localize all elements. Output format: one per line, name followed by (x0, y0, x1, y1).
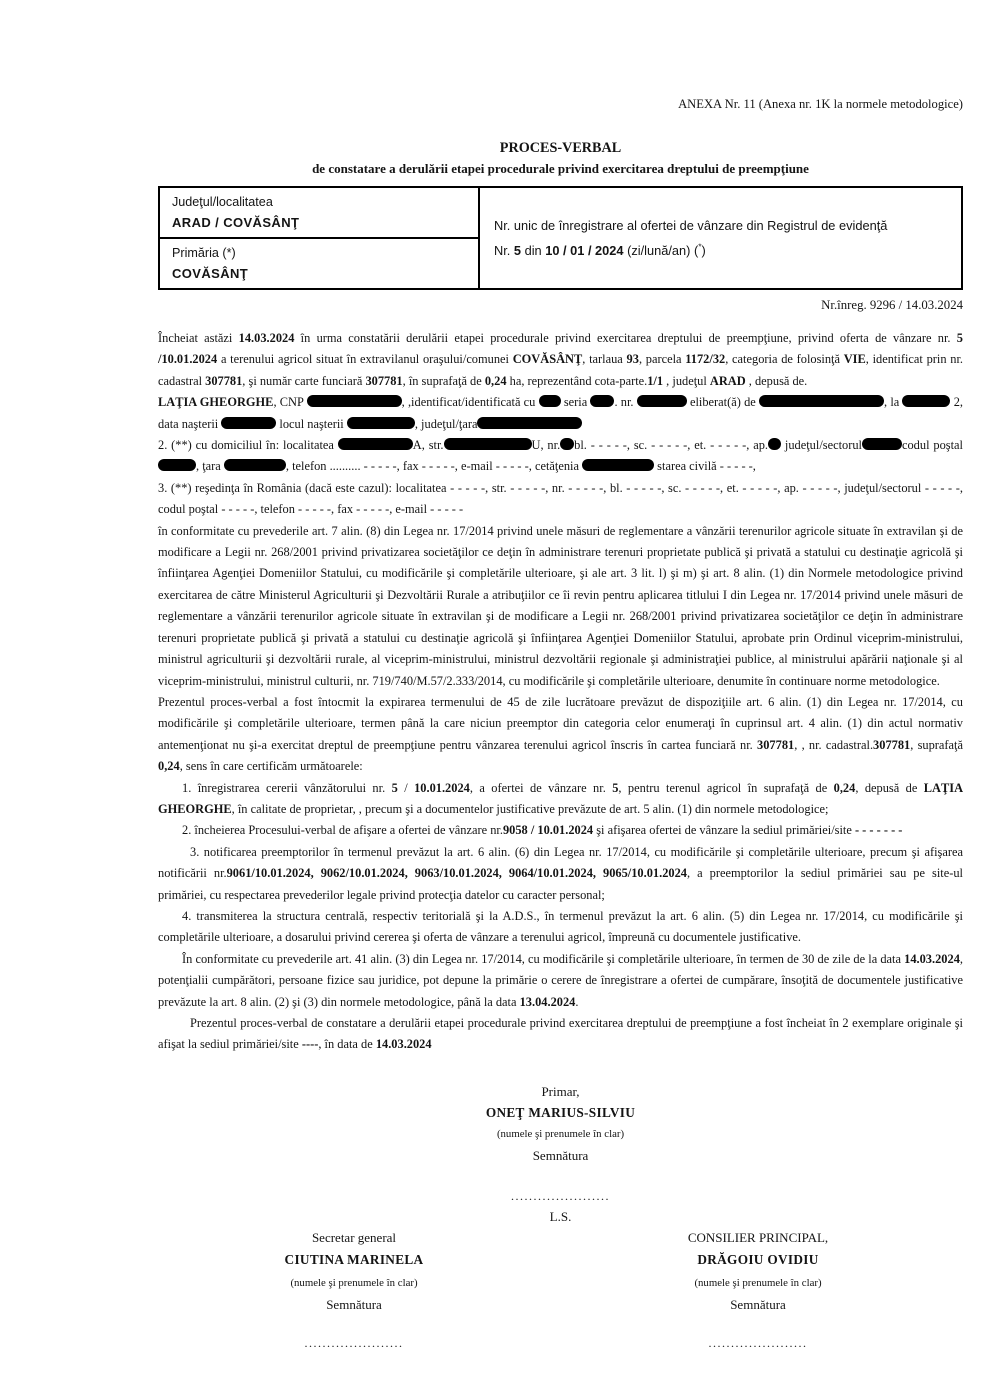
redaction-box (539, 395, 561, 407)
sig-role: Secretar general (311, 1229, 397, 1245)
body-paragraph: 3. notificarea preemptorilor în termenul prevăzut la art. 6 alin. (6) din Legea nr. 17/2014, cu modificările şi completările ulterioare, precum şi afişarea notificării nr.9061/10.01.2024, 9062/10.01.2024, 9063/10.01.2024, 9064/10.01.2024, 9065/10.01.2024, a preemptorilor la sediul primăriei sau pe site-ul primăriei, cu respectarea prevederilor legale privind protecţia datelor cu caracter personal; (158, 844, 963, 902)
body-paragraph: 4. transmiterea la structura centrală, respectiv teritorială şi la A.D.S., în termenul prevăzut la art. 6 alin. (5) din Legea nr. 17/2014, cu modificările şi completările ulterioare, a dosarului privind cererea şi oferta de vânzare a terenului agricol, împreună cu documentele justificative. (158, 908, 963, 945)
sig-name: DRĂGOIU OVIDIU (697, 1251, 819, 1267)
sig-name: CIUTINA MARINELA (284, 1251, 424, 1267)
sig-clar-note: (numele şi prenumele în clar) (290, 1276, 418, 1289)
body-paragraph: În conformitate cu prevederile art. 41 alin. (3) din Legea nr. 17/2014, cu modificările şi completările ulterioare, în termen de 30 de zile de la data 14.03.2024, potenţialii cumpărători, persoane fizice sau juridice, pot depune la primărie o cerere de înregistrare a ofertei de cumpărare, însoţită de documentele justificative prevăzute la art. 8 alin. (2) şi (3) din normele metodologice, până la data 13.04.2024. (158, 951, 963, 1009)
body-paragraph: 1. înregistrarea cererii vânzătorului nr. 5 / 10.01.2024, a ofertei de vânzare nr. 5, pentru terenul agricol în suprafaţă de 0,24, depusă de LAŢIA GHEORGHE, în calitate de proprietar, , precum şi a documentelor justificative prevăzute de art. 5 alin. (1) din normele metodologice; (158, 780, 964, 816)
redaction-box (224, 459, 286, 471)
redaction-box (338, 438, 413, 450)
registru-title: Nr. unic de înregistrare al ofertei de vânzare din Registrul de evidenţă (494, 218, 888, 233)
judet-label: Judeţul/localitatea (172, 195, 273, 209)
redaction-box (444, 438, 532, 450)
redaction-box (582, 459, 654, 471)
redaction-box (307, 395, 402, 407)
signature-primar (158, 1082, 963, 1226)
sig-semnatura-label: Semnătura (532, 1147, 589, 1163)
sig-dotted-line: ...................... (304, 1335, 404, 1350)
signature-row (158, 1228, 963, 1353)
sig-name: ONEŢ MARIUS-SILVIU (485, 1104, 636, 1120)
judet-value: ARAD / COVĂSÂNŢ (172, 215, 300, 230)
redaction-box (477, 417, 582, 429)
registru-number: Nr. 5 din 10 / 01 / 2024 (zi/lună/an) (*) (494, 241, 706, 258)
redaction-box (221, 417, 276, 429)
cell-primaria (160, 239, 480, 288)
body-paragraph: 2. (**) cu domiciliul în: localitatea A, str. U, nr. bl. - - - - -, sc. - - - - -, et. - - - - -, ap. judeţul/sectorul codul poştal , ţara , telefon .......... - - - - -, fax - - - - -, e-mail - - - - -, cetăţenia starea civilă - - - - -, (158, 438, 963, 474)
primaria-value: COVĂSÂNŢ (172, 266, 249, 281)
primaria-label: Primăria (*) (172, 246, 236, 260)
redaction-box (590, 395, 614, 407)
body-paragraph: Prezentul proces-verbal a fost întocmit la expirarea termenului de 45 de zile lucrătoare prevăzut de dispoziţiile art. 6 alin. (1) din Legea nr. 17/2014, cu modificările şi completările ulterioare, termen până la care niciun preemptor din categoria celor enumeraţi în cuprinsul art. 4 alin. (1) din actul normativ antemenţionat nu şi-a exercitat dreptul de preempţiune pentru vânzarea terenului agricol înscris în cartea funciară nr. 307781, , nr. cadastral.307781, suprafaţă 0,24, sens în care certificăm următoarele: (158, 694, 963, 774)
sig-dotted-line: ...................... (511, 1188, 610, 1203)
signature-secretar (204, 1228, 504, 1353)
sig-semnatura-label: Semnătura (730, 1296, 786, 1312)
body-paragraph: în conformitate cu prevederile art. 7 alin. (8) din Legea nr. 17/2014 privind unele măsuri de reglementare a vânzării terenurilor agricole situate în extravilan şi de modificare a Legii nr. 268/2001 privind privatizarea societăţilor ce deţin în administrare terenuri proprietate publică şi privată a statului cu destinaţie agricolă şi înfiinţarea Agenţiei Domeniilor Statului, cu modificările şi completările ulterioare, şi ale art. 3 lit. l) şi m) şi art. 8 alin. (1) din Normele metodologice privind exercitarea de către Ministerul Agriculturii şi Dezvoltării Rurale a atribuţiilor ce îi revin pentru aplicarea titlului I din Legea nr. 17/2014 privind unele măsuri de reglementare a vânzării terenurilor agricole situate în extravilan şi de modificare a Legii nr. 268/2001 privind privatizarea societăţilor ce deţin în administrare terenuri proprietate publică şi privată a statului cu destinaţie agricolă şi înfiinţarea Agenţiei Domeniilor Statului, aprobate prin Ordinul viceprim-ministrului, ministrul agriculturii şi dezvoltării rurale, al viceprim-ministrului, ministrul dezvoltării regionale şi administraţiei publice, al ministrului apărării naţionale şi al viceprim-ministrului, ministrul culturii, nr. 719/740/M.57/2.333/2014, cu modificările şi completările ulterioare, denumite în continuare norme metodologice. (158, 523, 963, 688)
cell-judet (160, 188, 480, 239)
signature-consilier (608, 1228, 908, 1353)
body-paragraph: Încheiat astăzi 14.03.2024 în urma constatării derulării etapei procedurale privind exercitarea dreptului de preempţiune, privind oferta de vânzare nr. 5 /10.01.2024 a terenului agricol situat în extravilanul oraşului/comunei COVĂSÂNŢ, tarlaua 93, parcela 1172/32, categoria de folosinţă VIE, identificat prin nr. cadastral 307781, şi număr carte funciară 307781, în suprafaţă de 0,24 ha, reprezentând cota-parte.1/1 , judeţul ARAD , depusă de. (158, 331, 963, 388)
sig-role: CONSILIER PRINCIPAL, (687, 1229, 829, 1245)
body-paragraph: 3. (**) reşedinţa în România (dacă este cazul): localitatea - - - - -, str. - - - - -, nr. - - - - -, bl. - - - - -, sc. - - - - -, et. - - - - -, ap. - - - - -, judeţul/sectorul - - - - -, codul poştal - - - - -, telefon - - - - -, fax - - - - -, e-mail - - - - - (158, 480, 963, 517)
sig-semnatura-label: Semnătura (326, 1296, 382, 1312)
redaction-box (560, 438, 574, 450)
doc-subtitle: de constatare a derulării etapei procedurale privind exercitarea dreptului de preempţiune (312, 161, 809, 176)
ls-label: L.S. (549, 1208, 572, 1224)
redaction-box (637, 395, 687, 407)
document-body (158, 328, 963, 1056)
registration-number-line: Nr.înreg. 9296 / 14.03.2024 (821, 298, 963, 312)
redaction-box (347, 417, 415, 429)
redaction-box (158, 459, 196, 471)
doc-title: PROCES-VERBAL (499, 140, 622, 156)
sig-role: Primar, (541, 1083, 580, 1099)
cell-registru (480, 188, 961, 288)
body-paragraph: LAŢIA GHEORGHE, CNP , ,identificat/identificată cu seria . nr. eliberat(ă) de , la 2, data naşterii locul naşterii , judeţul/ţara (158, 395, 963, 431)
sig-dotted-line: ...................... (708, 1335, 808, 1350)
anexa-note: ANEXA Nr. 11 (Anexa nr. 1K la normele metodologice) (678, 97, 963, 111)
header-table (158, 186, 963, 290)
redaction-box (902, 395, 950, 407)
redaction-box (768, 438, 781, 450)
body-paragraph: Prezentul proces-verbal de constatare a derulării etapei procedurale privind exercitarea dreptului de preempţiune a fost încheiat în 2 exemplare originale şi afişat la sediul primăriei/site ----, în data de 14.03.2024 (158, 1016, 963, 1052)
redaction-box (862, 438, 902, 450)
sig-clar-note: (numele şi prenumele în clar) (496, 1127, 625, 1140)
body-paragraph: 2. încheierea Procesului-verbal de afişare a ofertei de vânzare nr.9058 / 10.01.2024 şi afişarea ofertei de vânzare la sediul primăriei/site - - - - - - - (182, 823, 903, 838)
redaction-box (759, 395, 884, 407)
sig-clar-note: (numele şi prenumele în clar) (694, 1276, 822, 1289)
